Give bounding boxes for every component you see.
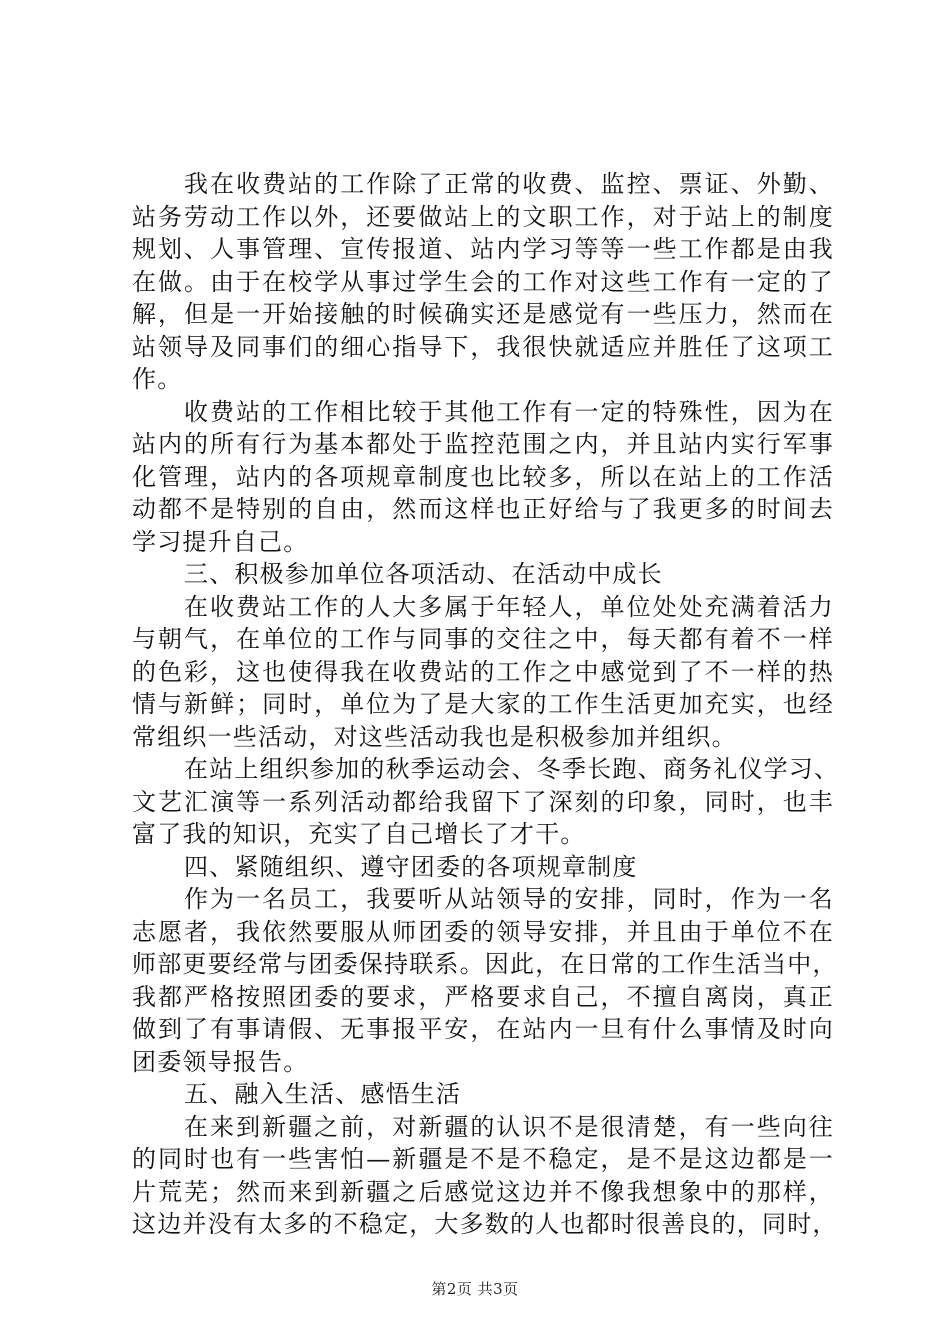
text-line: 作。	[132, 365, 183, 393]
text-line: 在站上组织参加的秋季运动会、冬季长跑、商务礼仪学习、	[184, 755, 840, 783]
text-line: 规划、人事管理、宣传报道、站内学习等等一些工作都是由我	[132, 235, 834, 263]
text-line: 做到了有事请假、无事报平安，在站内一旦有什么事情及时向	[132, 1015, 834, 1043]
text-line: 这边并没有太多的不稳定，大多数的人也都时很善良的，同时，	[132, 1210, 838, 1238]
text-line: 在收费站工作的人大多属于年轻人，单位处处充满着活力	[184, 592, 834, 621]
text-line: 站务劳动工作以外，还要做站上的文职工作，对于站上的制度	[132, 202, 834, 231]
page-footer: 第2页 共3页	[431, 1280, 519, 1298]
document-body	[132, 168, 840, 1241]
text-line: 站领导及同事们的细心指导下，我很快就适应并胜任了这项工	[132, 332, 834, 361]
text-line: 文艺汇演等一系列活动都给我留下了深刻的印象，同时，也丰	[132, 787, 834, 816]
text-line: 我都严格按照团委的要求，严格要求自己，不擅自离岗，真正	[132, 982, 834, 1011]
text-line: 片荒芜；然而来到新疆之后感觉这边并不像我想象中的那样，	[132, 1177, 834, 1206]
text-line: 团委领导报告。	[132, 1047, 309, 1076]
text-line: 化管理，站内的各项规章制度也比较多，所以在站上的工作活	[132, 462, 834, 491]
text-line: 情与新鲜；同时，单位为了是大家的工作生活更加充实，也经	[132, 690, 834, 718]
text-line: 作为一名员工，我要听从站领导的安排，同时，作为一名	[184, 885, 834, 913]
text-line: 志愿者，我依然要服从师团委的领导安排，并且由于单位不在	[132, 917, 834, 946]
text-line: 我在收费站的工作除了正常的收费、监控、票证、外勤、	[184, 170, 834, 198]
text-line: 收费站的工作相比较于其他工作有一定的特殊性，因为在	[184, 397, 834, 426]
text-line: 动都不是特别的自由，然而这样也正好给与了我更多的时间去	[132, 495, 834, 523]
section-heading: 三、积极参加单位各项活动、在活动中成长	[184, 560, 663, 588]
text-line: 在做。由于在校学从事过学生会的工作对这些工作有一定的了	[132, 267, 834, 296]
section-heading: 四、紧随组织、遵守团委的各项规章制度	[184, 852, 638, 881]
text-line: 学习提升自己。	[132, 527, 309, 556]
text-line: 师部更要经常与团委保持联系。因此，在日常的工作生活当中，	[132, 950, 838, 978]
text-line: 在来到新疆之前，对新疆的认识不是很清楚，有一些向往	[184, 1112, 834, 1141]
text-line: 与朝气，在单位的工作与同事的交往之中，每天都有着不一样	[132, 625, 834, 653]
text-line: 富了我的知识，充实了自己增长了才干。	[132, 820, 586, 848]
text-line: 的色彩，这也使得我在收费站的工作之中感觉到了不一样的热	[132, 657, 834, 686]
text-line: 的同时也有一些害怕—新疆是不是不稳定，是不是这边都是一	[132, 1145, 834, 1173]
text-line: 站内的所有行为基本都处于监控范围之内，并且站内实行军事	[132, 430, 834, 458]
section-heading: 五、融入生活、感悟生活	[184, 1080, 462, 1108]
text-line: 常组织一些活动，对这些活动我也是积极参加并组织。	[132, 722, 737, 751]
text-line: 解，但是一开始接触的时候确实还是感觉有一些压力，然而在	[132, 300, 834, 328]
